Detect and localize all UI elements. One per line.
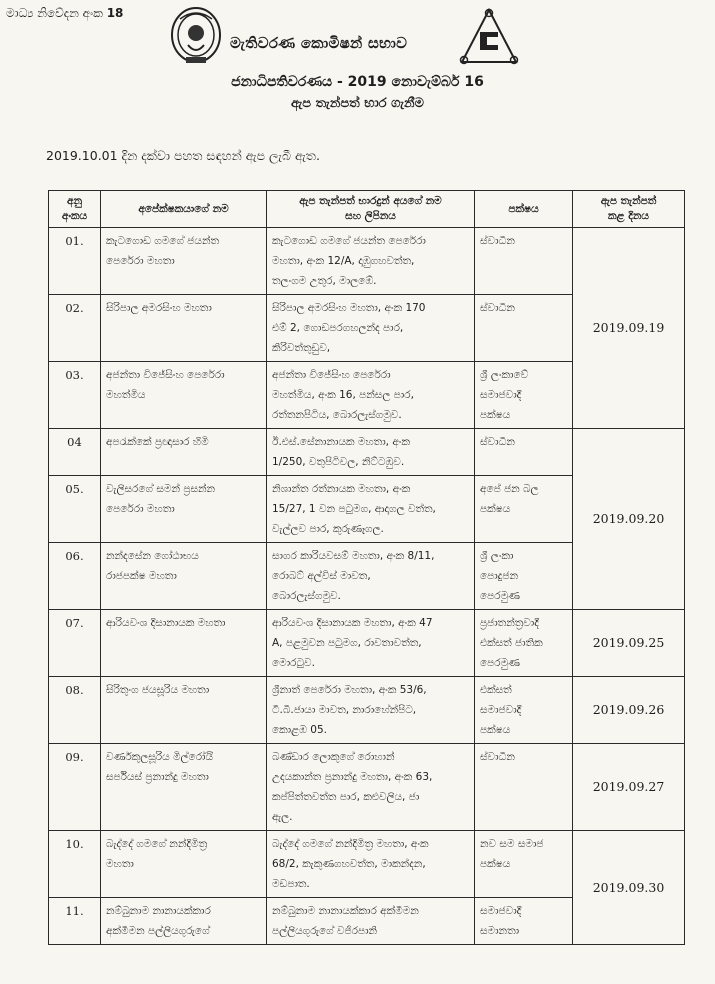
- deposit-date: 2019.09.25: [573, 610, 685, 677]
- candidate-name: නන්දසේන ගෝඨාභය රාජපක්ෂ මහතා: [101, 543, 267, 610]
- candidate-name: වර්ණකුලසූරිය මිල්රෝයි සර්පියස් ප්‍රනාන්දු මහතා: [101, 744, 267, 831]
- candidate-name: බැද්දේ ගමගේ නන්දිමිත්‍ර මහතා: [101, 831, 267, 898]
- row-number: 01.: [49, 228, 101, 295]
- candidate-name: කැටගොඩ ගමගේ ජයන්ත පෙරේරා මහතා: [101, 228, 267, 295]
- candidate-name: සිරිතුංග ජයසූරිය මහතා: [101, 677, 267, 744]
- intro-text: 2019.10.01 දින දක්වා පහත සඳහන් ඇප ලැබී ඇත.: [46, 148, 320, 163]
- candidate-name: ආරියවංශ දිසානායක මහතා: [101, 610, 267, 677]
- table-row: [49, 831, 685, 898]
- deposit-date: 2019.09.27: [573, 744, 685, 831]
- depositor-name-address: සාගර කාරියවසම් මහතා, අංක 8/11, රොබට් අල්විස් මාවත, බොරලැස්ගමුව.: [267, 543, 475, 610]
- row-number: 02.: [49, 295, 101, 362]
- depositor-name-address: ඊ.එස්.සේනානායක මහතා, අංක 1/250, වතුපිටිවල, නිට්ටඹුව.: [267, 429, 475, 476]
- party-name: සමාජවාදී සමානතා: [475, 898, 573, 945]
- row-number: 11.: [49, 898, 101, 945]
- header-date: ඇප තැන්පත් කළ දිනය: [573, 191, 685, 228]
- deposit-date: 2019.09.26: [573, 677, 685, 744]
- depositor-name-address: නම්බුනාම නානායක්කාර අක්මීමන පල්ලියගුරුගේ වජිරපානි: [267, 898, 475, 945]
- header-party: පක්ෂය: [475, 191, 573, 228]
- row-number: 05.: [49, 476, 101, 543]
- candidate-name: සිරිපාල අමරසිංහ මහතා: [101, 295, 267, 362]
- header-no: අනු අංකය: [49, 191, 101, 228]
- party-name: නව සම සමාජ පක්ෂය: [475, 831, 573, 898]
- row-number: 04: [49, 429, 101, 476]
- press-release-label: මාධ්‍ය නිවේදන අංක: [6, 6, 103, 20]
- party-name: ස්වාධීන: [475, 295, 573, 362]
- row-number: 08.: [49, 677, 101, 744]
- deposits-table: [48, 190, 685, 945]
- table-row: [49, 744, 685, 831]
- national-emblem-icon: [168, 5, 224, 67]
- deposit-date: 2019.09.30: [573, 831, 685, 945]
- candidate-name: වැලිසරගේ සමන් ප්‍රසන්න පෙරේරා මහතා: [101, 476, 267, 543]
- deposit-date: 2019.09.19: [573, 228, 685, 429]
- party-name: ස්වාධීන: [475, 429, 573, 476]
- table-row: [49, 677, 685, 744]
- candidate-name: අපරැක්කේ ප්‍රඥාසාර හිමි: [101, 429, 267, 476]
- depositor-name-address: අජන්තා විජේසිංහ පෙරේරා මහත්මිය, අංක 16, පන්සල පාර, රත්තනපිටිය, බොරලැස්ගමුව.: [267, 362, 475, 429]
- depositor-name-address: සිරිපාල අමරසිංහ මහතා, අංක 170 එම් 2, ගොඩපරගහලන්ද පාර, කිරිවත්තුඩුව,: [267, 295, 475, 362]
- party-name: ශ්‍රී ලංකා පොදුජන පෙරමුණ: [475, 543, 573, 610]
- organization-name: මැතිවරණ කොමිෂන් සභාව: [230, 34, 408, 52]
- header-candidate: අපේක්ෂකයාගේ නම: [101, 191, 267, 228]
- document-subtitle: ඇප තැන්පත් භාර ගැනීම: [291, 96, 424, 111]
- party-name: ශ්‍රී ලංකාවේ සමාජවාදී පක්ෂය: [475, 362, 573, 429]
- depositor-name-address: කැටගොඩ ගමගේ ජයන්ත පෙරේරා මහතා, අංක 12/A, දාඹුගහවත්ත, තලංගම උතුර, මාලඹේ.: [267, 228, 475, 295]
- party-name: එක්සත් සමාජවාදී පක්ෂය: [475, 677, 573, 744]
- row-number: 03.: [49, 362, 101, 429]
- party-name: ස්වාධීන: [475, 228, 573, 295]
- press-release-value: 18: [106, 6, 124, 20]
- deposit-date: 2019.09.20: [573, 429, 685, 610]
- table-row: [49, 228, 685, 295]
- candidate-name: අජන්තා විජේසිංහ පෙරේරා මහත්මිය: [101, 362, 267, 429]
- election-commission-logo-icon: [458, 6, 520, 66]
- header-depositor: ඇප තැන්පත් භාරදුන් අයගේ නම සහ ලිපිනය: [267, 191, 475, 228]
- press-release-number: [6, 6, 123, 21]
- depositor-name-address: බැද්දේ ගමගේ නන්දිමිත්‍ර මහතා, අංක 68/2, කැකුණගහවත්ත, මාකන්දන, මඩපාත.: [267, 831, 475, 898]
- table-row: [49, 610, 685, 677]
- party-name: ප්‍රජාතන්ත්‍රවාදී එක්සත් ජාතික පෙරමුණ: [475, 610, 573, 677]
- row-number: 10.: [49, 831, 101, 898]
- row-number: 06.: [49, 543, 101, 610]
- depositor-name-address: ආරියවංශ දිසානායක මහතා, අංක 47 A, පළමුවන පටුමග, රාවතාවත්ත, මොරටුව.: [267, 610, 475, 677]
- document-title: ජනාධිපතිවරණය - 2019 නොවැම්බර් 16: [231, 74, 484, 90]
- depositor-name-address: බණ්ඩාර ලොකුගේ රොහාන් උදයකාන්ත ප්‍රනාන්දු මහතා, අංක 63, කප්පිත්තවත්ත පාර, කළුවලිය, ජා ඇල.: [267, 744, 475, 831]
- depositor-name-address: නිශාන්ත රත්නායක මහතා, අංක 15/27, 1 වන පටුමග, ආදාගල වත්ත, වැල්ලව පාර, කුරුණෑගල.: [267, 476, 475, 543]
- table-row: [49, 429, 685, 476]
- row-number: 09.: [49, 744, 101, 831]
- table-header-row: [49, 191, 685, 228]
- candidate-name: නම්බුනාම නානායක්කාර අක්මීමන පල්ලියගුරුගේ: [101, 898, 267, 945]
- row-number: 07.: [49, 610, 101, 677]
- party-name: අපේ ජන බල පක්ෂය: [475, 476, 573, 543]
- depositor-name-address: ශ්‍රීනාත් පෙරේරා මහතා, අංක 53/6, ටී.බී.ජායා මාවත, නාරාහේන්පිට, කොළඹ 05.: [267, 677, 475, 744]
- party-name: ස්වාධීන: [475, 744, 573, 831]
